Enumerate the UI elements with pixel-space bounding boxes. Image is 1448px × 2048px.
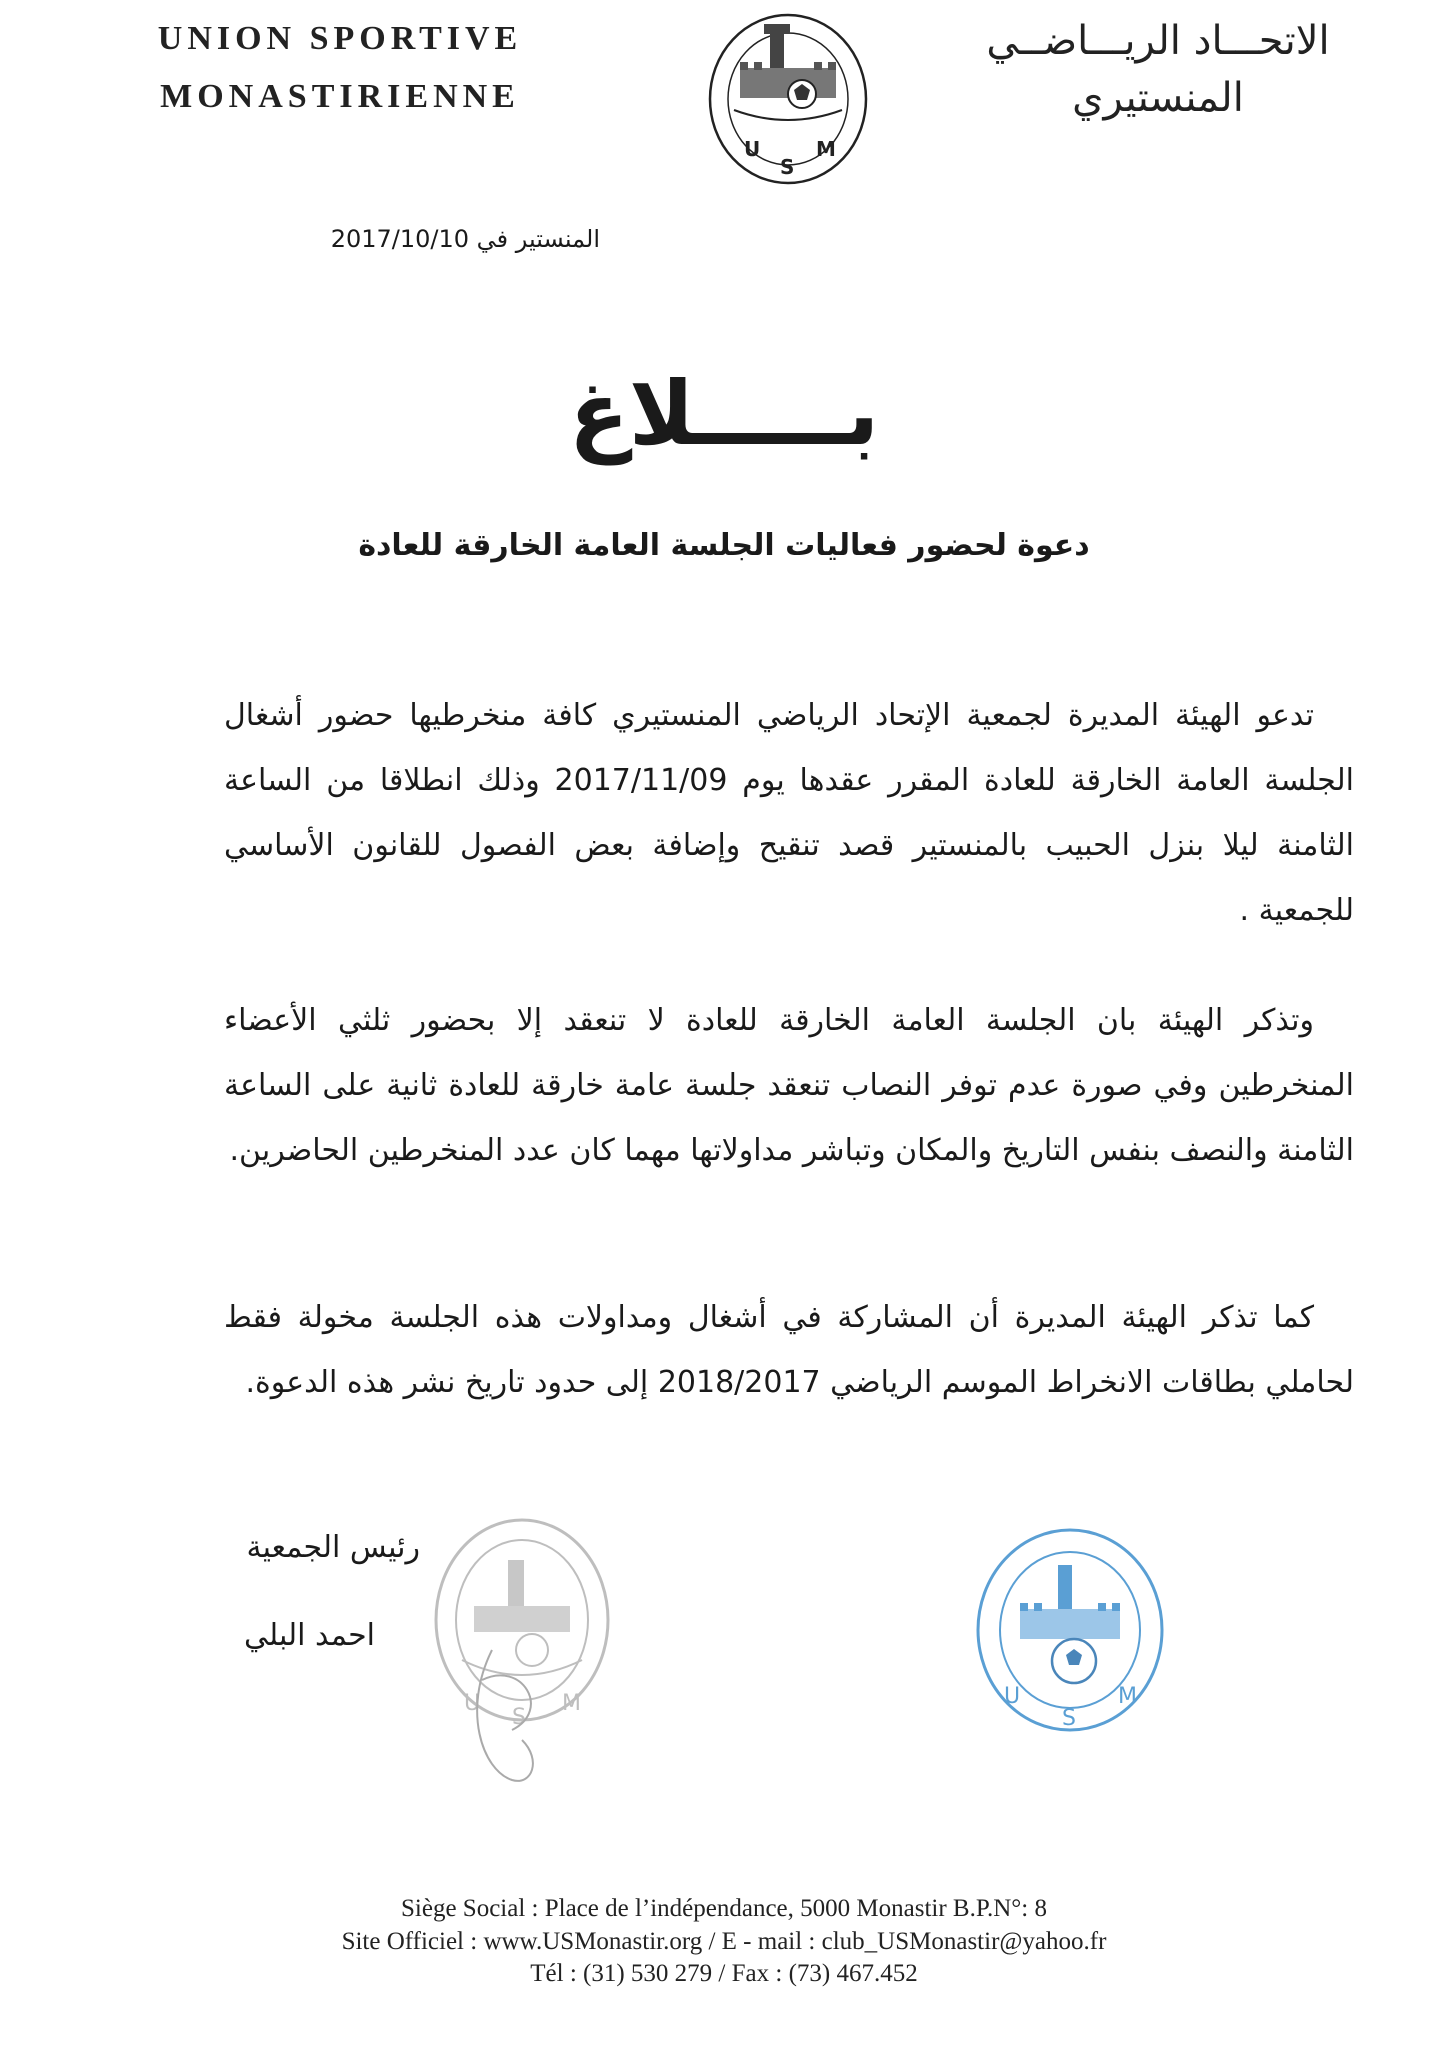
logo-letter-s: S (780, 155, 795, 179)
club-name-french-line2: MONASTIRIENNE (160, 78, 520, 115)
document-title: بـــــلاغ (568, 362, 880, 465)
club-name-french-line1: UNION SPORTIVE (157, 20, 523, 57)
logo-letter-u: U (744, 137, 761, 161)
club-name-arabic-line2: المنستيري (1072, 75, 1244, 121)
blue-stamp-letter-u: U (1004, 1684, 1021, 1709)
footer-website-email: Site Officiel : www.USMonastir.org / E - mail : club_USMonastir@yahoo.fr (341, 1928, 1107, 1955)
body-paragraph-3: كما تذكر الهيئة المديرة أن المشاركة في أشغال ومداولات هذه الجلسة مخولة فقط لحاملي بطاقات الانخراط الموسم الرياضي 2018/2017 إلى حدود تاريخ نشر هذه الدعوة. (224, 1300, 1354, 1400)
blue-stamp-icon (970, 1525, 1170, 1740)
document-date: المنستير في 2017/10/10 (330, 225, 600, 253)
signatory-title: رئيس الجمعية (246, 1530, 420, 1565)
club-logo (704, 10, 872, 188)
body-paragraph-2: وتذكر الهيئة بان الجلسة العامة الخارقة للعادة لا تنعقد إلا بحضور ثلثي الأعضاء المنخرطين وفي صورة عدم توفر النصاب تنعقد جلسة عامة خارقة للعادة ثانية على الساعة الثامنة والنصف بنفس التاريخ والمكان وتباشر مداولاتها مهما كان عدد المنخرطين الحاضرين. (224, 1003, 1354, 1168)
document-subtitle: دعوة لحضور فعاليات الجلسة العامة الخارقة للعادة (358, 528, 1090, 563)
body-paragraph-1: تدعو الهيئة المديرة لجمعية الإتحاد الرياضي المنستيري كافة منخرطيها حضور أشغال الجلسة العامة الخارقة للعادة المقرر عقدها يوم 2017/11/09 وذلك انطلاقا من الساعة الثامنة ليلا بنزل الحبيب بالمنستير قصد تنقيح وإضافة بعض الفصول للقانون الأساسي للجمعية . (224, 698, 1354, 928)
signatory-name: احمد البلي (244, 1618, 375, 1653)
footer-address: Siège Social : Place de l’indépendance, 5000 Monastir B.P.N°: 8 (401, 1895, 1047, 1922)
grey-stamp-icon (422, 1510, 622, 1790)
grey-stamp-letter-m: M (562, 1691, 581, 1716)
grey-stamp-letter-s: S (512, 1705, 526, 1730)
footer-phone-fax: Tél : (31) 530 279 / Fax : (73) 467.452 (530, 1960, 918, 1987)
blue-stamp-letter-m: M (1118, 1684, 1137, 1709)
logo-letter-m: M (816, 137, 836, 161)
club-name-arabic-line1: الاتحـــاد الريـــاضــي (986, 18, 1330, 64)
grey-stamp-letter-u: U (464, 1691, 481, 1716)
blue-stamp-letter-s: S (1062, 1706, 1076, 1731)
